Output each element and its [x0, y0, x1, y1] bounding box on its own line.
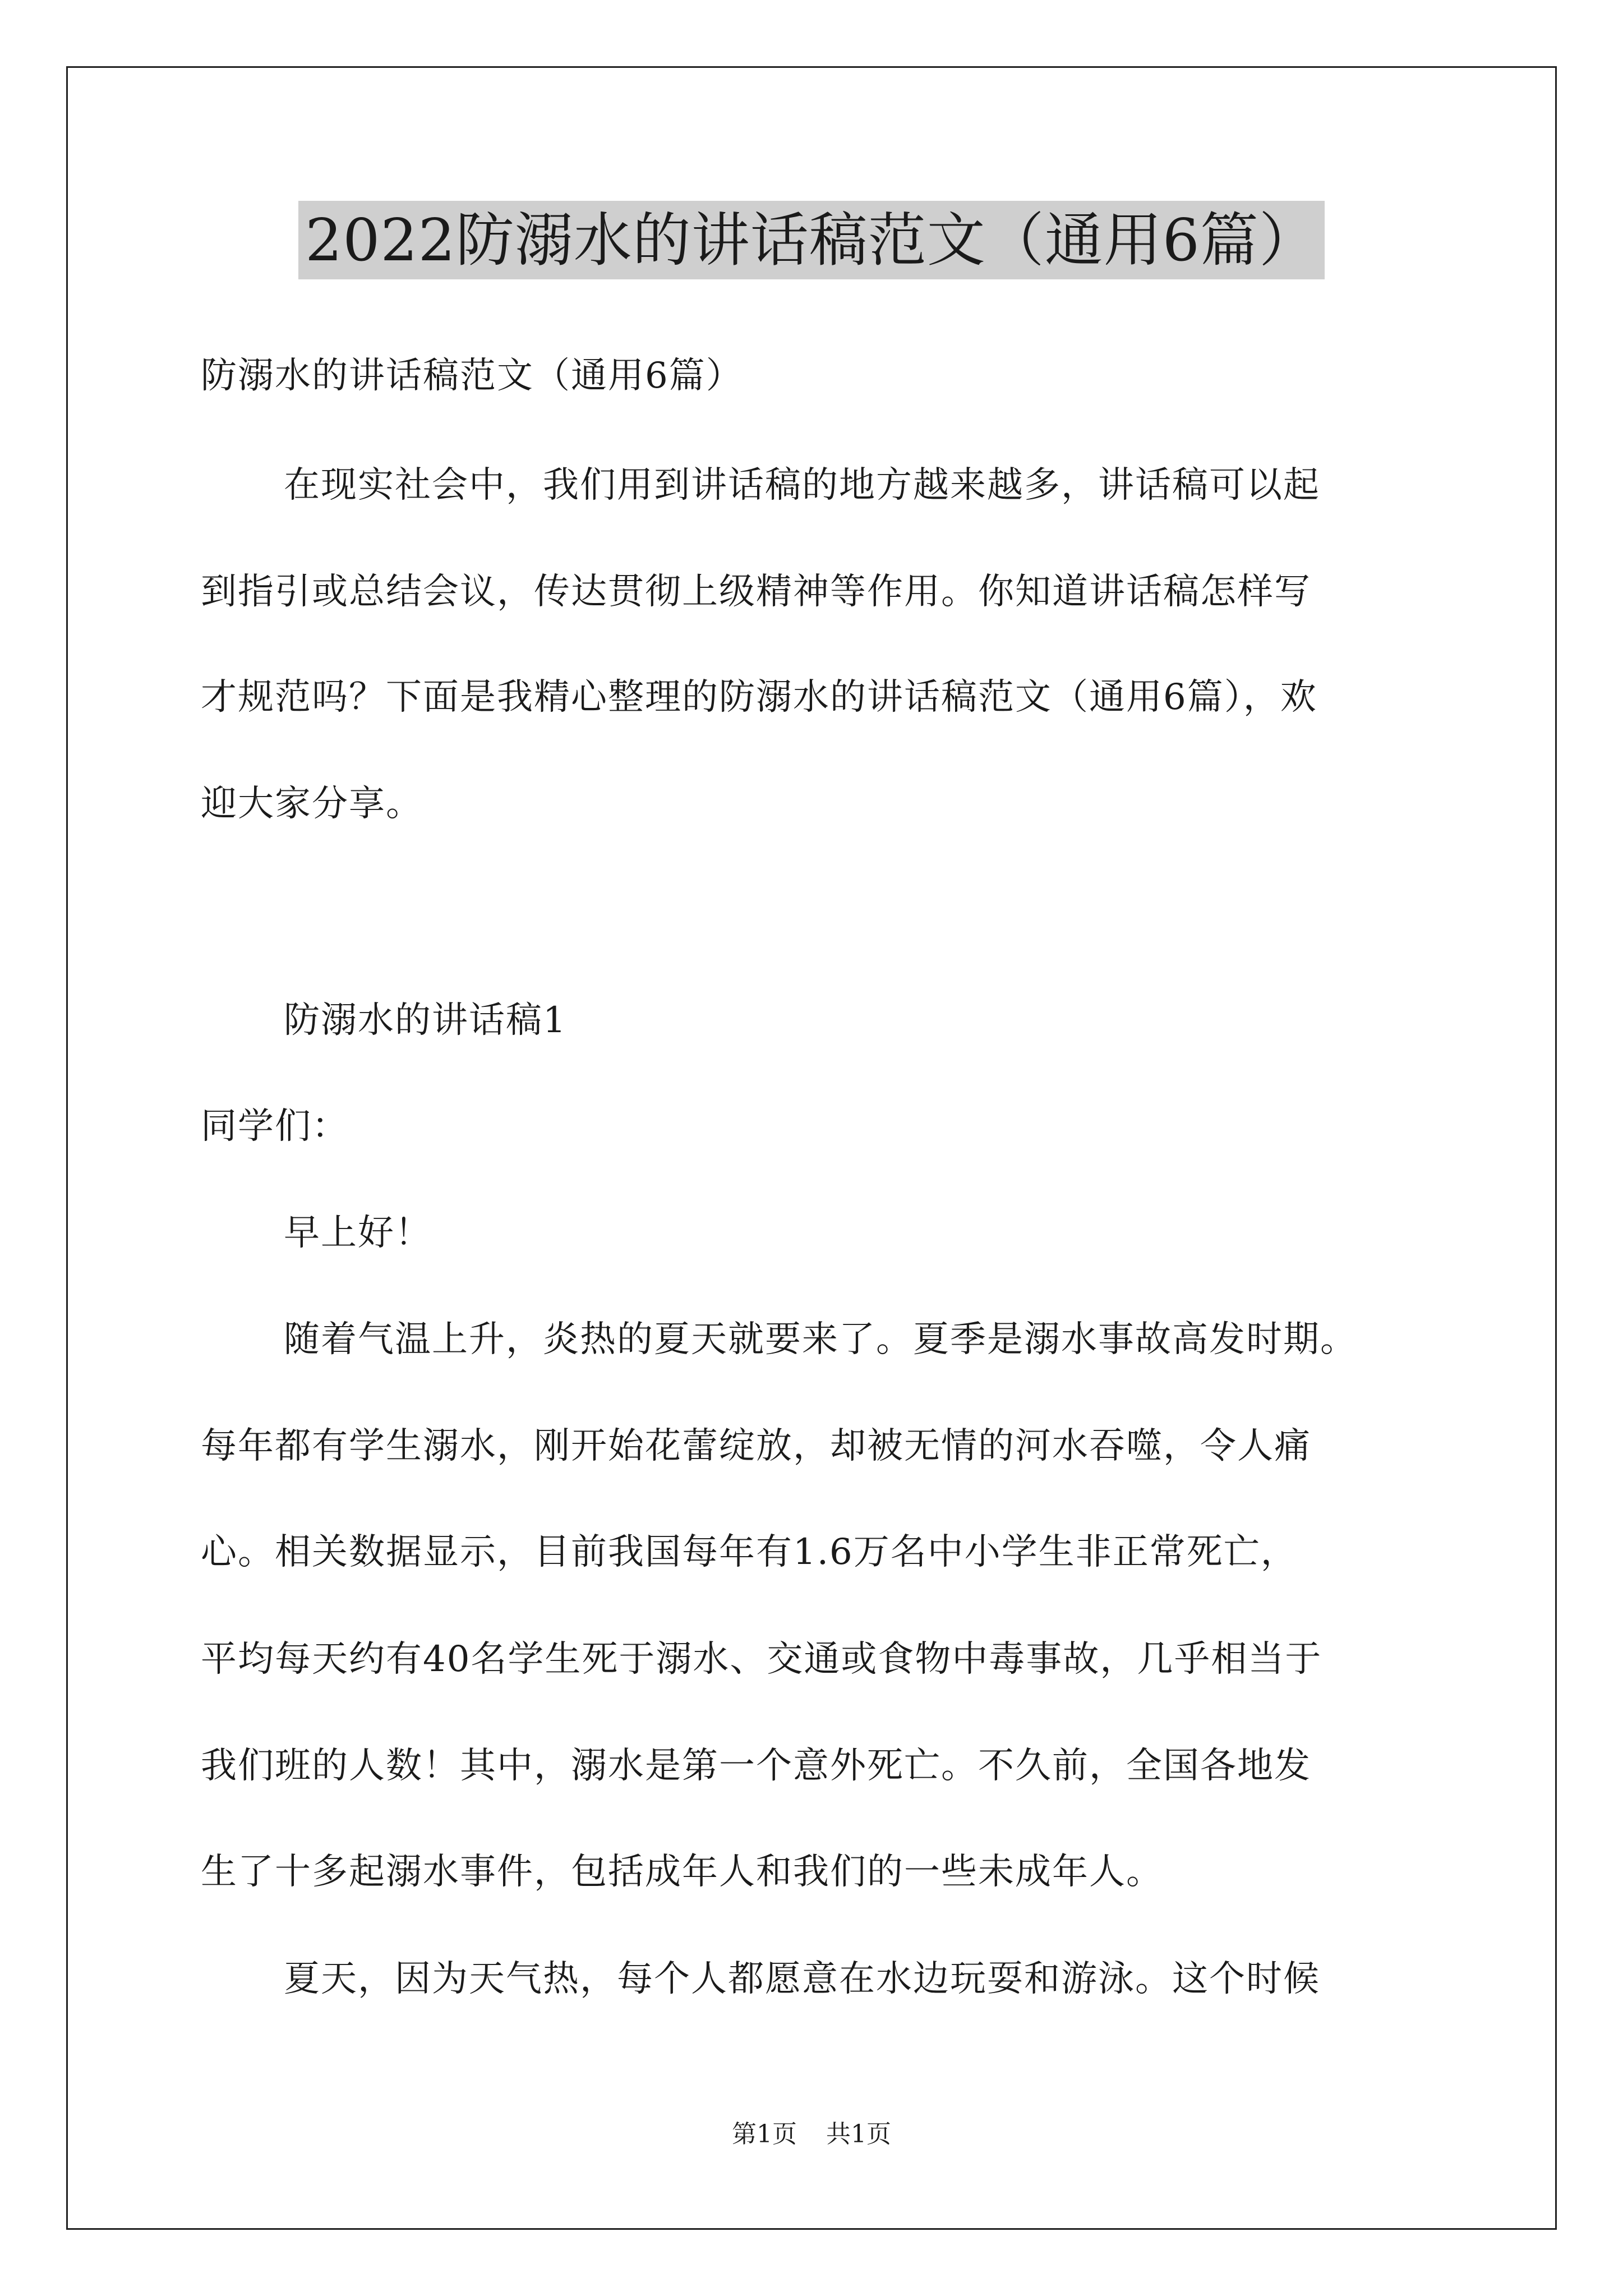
- page-number: 第1页: [732, 2120, 797, 2148]
- title-container: [0, 201, 1623, 279]
- paragraph-line: 迎大家分享。: [201, 783, 423, 825]
- paragraph-line: 早上好！: [284, 1212, 432, 1254]
- page-footer: [0, 2118, 1623, 2151]
- paragraph-line: 每年都有学生溺水，刚开始花蕾绽放，却被无情的河水吞噬，令人痛: [201, 1425, 1311, 1467]
- paragraph-line: 生了十多起溺水事件，包括成年人和我们的一些未成年人。: [201, 1851, 1163, 1893]
- paragraph-line: 我们班的人数！其中，溺水是第一个意外死亡。不久前，全国各地发: [201, 1745, 1311, 1787]
- paragraph-line: 心。相关数据显示，目前我国每年有1.6万名中小学生非正常死亡，: [201, 1531, 1298, 1573]
- subtitle-line: 防溺水的讲话稿范文（通用6篇）: [201, 355, 743, 397]
- section-heading: 防溺水的讲话稿1: [284, 1000, 567, 1041]
- document-title: 2022防溺水的讲话稿范文（通用6篇）: [298, 201, 1325, 279]
- paragraph-line: 夏天，因为天气热，每个人都愿意在水边玩耍和游泳。这个时候: [284, 1958, 1320, 2000]
- page-total: 共1页: [826, 2120, 891, 2148]
- paragraph-line: 才规范吗？下面是我精心整理的防溺水的讲话稿范文（通用6篇），欢: [201, 677, 1317, 718]
- greeting-line: 同学们：: [201, 1106, 349, 1147]
- paragraph-line: 平均每天约有40名学生死于溺水、交通或食物中毒事故，几乎相当于: [201, 1639, 1322, 1680]
- paragraph-line: 在现实社会中，我们用到讲话稿的地方越来越多，讲话稿可以起: [284, 464, 1320, 506]
- paragraph-line: 随着气温上升，炎热的夏天就要来了。夏季是溺水事故高发时期。: [284, 1319, 1357, 1360]
- paragraph-line: 到指引或总结会议，传达贯彻上级精神等作用。你知道讲话稿怎样写: [201, 571, 1311, 613]
